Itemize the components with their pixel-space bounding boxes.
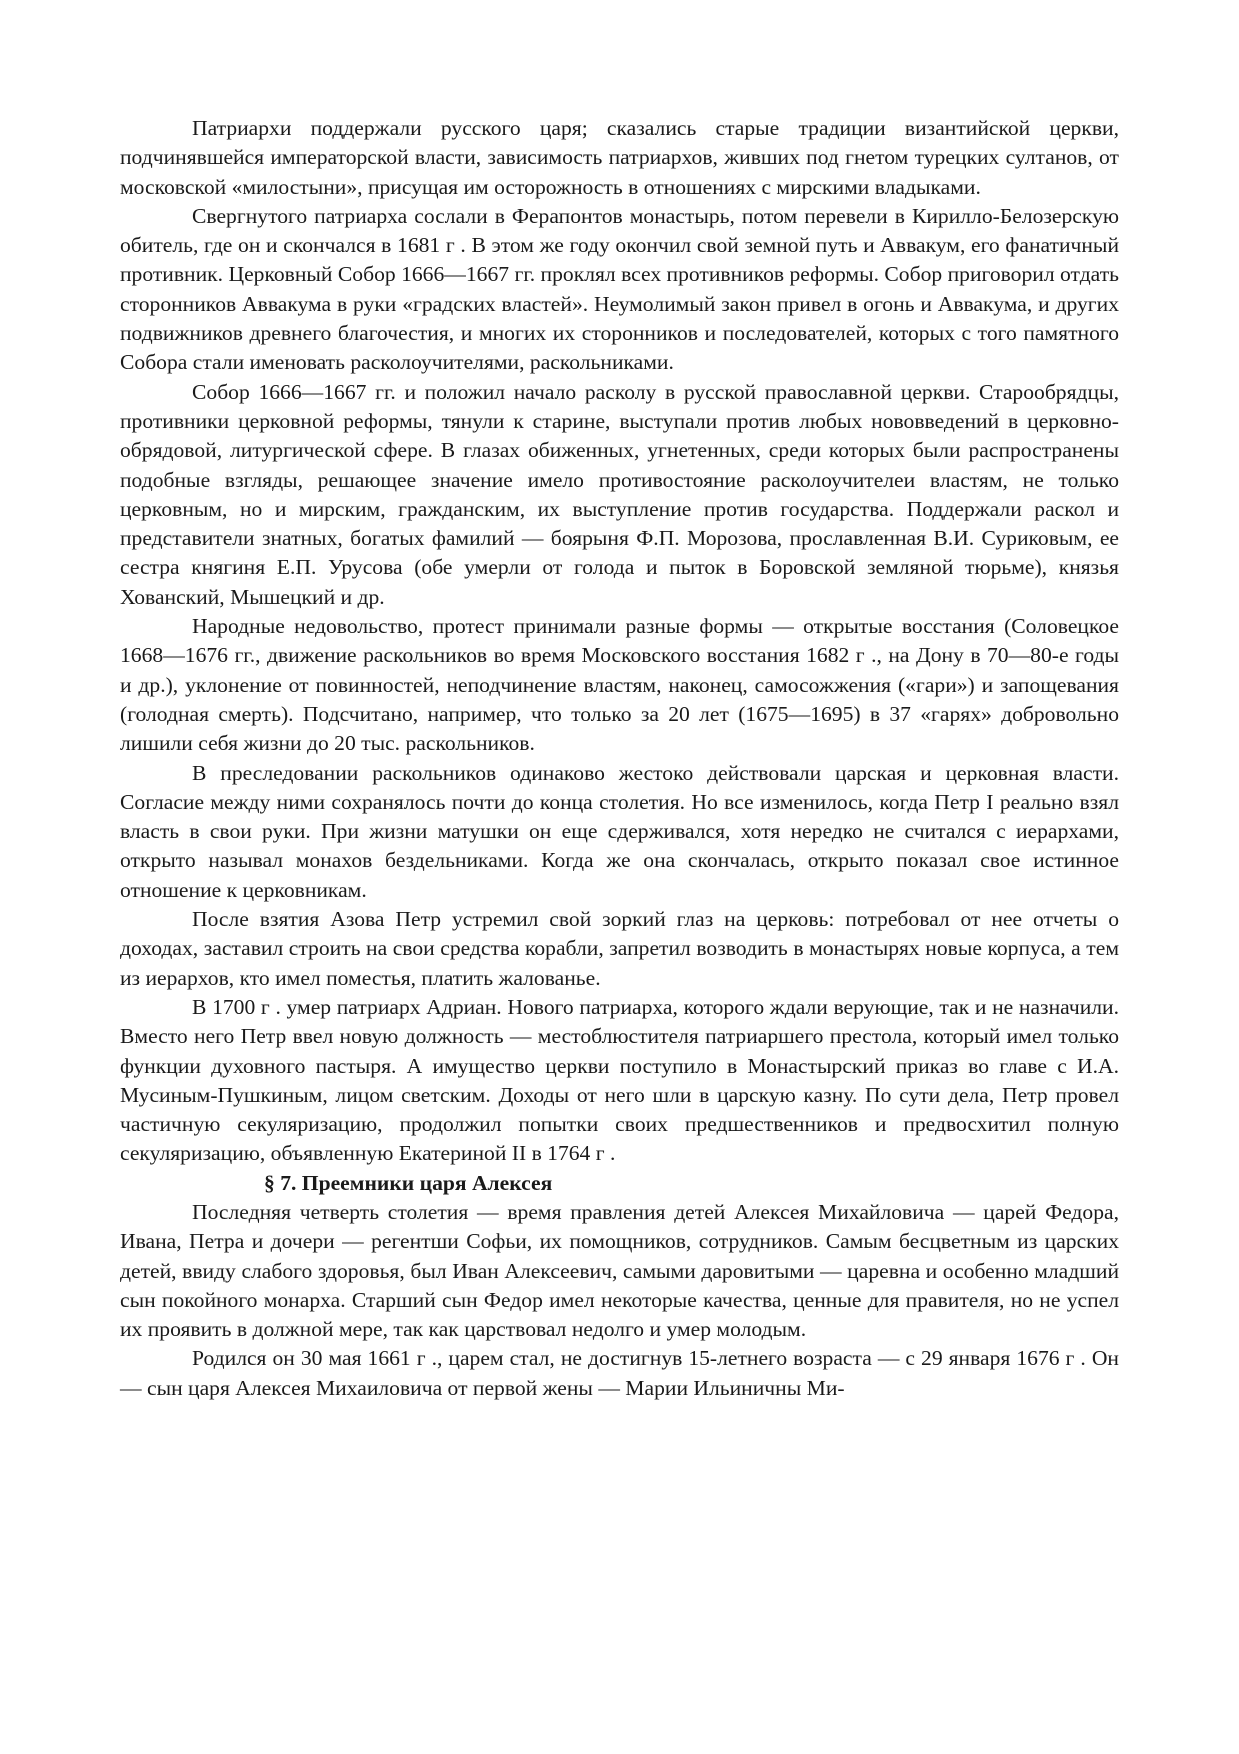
paragraph: После взятия Азова Петр устремил свой зоркий глаз на церковь: потребовал от нее отчеты о доходах, заставил строить на свои средства корабли, запретил возводить в монастырях новые корпуса, а тем из иерархов, кто имел поместья, платить жалованье.	[120, 907, 1119, 990]
paragraph: Родился он 30 мая 1661 г ., царем стал, не достигнув 15-летнего возраста — с 29 января 1676 г . Он — сын царя Алексея Михаиловича от первой жены — Марии Ильиничны Ми-	[120, 1346, 1119, 1400]
paragraph: Собор 1666—1667 гг. и положил начало расколу в русской православной церкви. Старообрядцы, противники церковной реформы, тянули к старине, выступали против любых нововведений в церковно-обрядовой, литургической сфере. В глазах обиженных, угнетенных, среди которых были распространены подобные взгляды, решающее значение имело противостояние расколоучителеи властям, не только церковным, но и мирским, гражданским, их выступление против государства. Поддержали раскол и представители знатных, богатых фамилий — боярыня Ф.П. Морозова, прославленная В.И. Суриковым, ее сестра княгиня Е.П. Урусова (обе умерли от голода и пыток в Боровской земляной тюрьме), князья Хованский, Мышецкий и др.	[120, 379, 1119, 609]
paragraph: Последняя четверть столетия — время правления детей Алексея Михайловича — царей Федора, Ивана, Петра и дочери — регентши Софьи, их помощников, сотрудников. Самым бесцветным из царских детей, ввиду слабого здоровья, был Иван Алексеевич, самыми даровитыми — царевна и особенно младший сын покойного монарха. Старший сын Федор имел некоторые качества, ценные для правителя, но не успел их проявить в должной мере, так как царствовал недолго и умер молодым.	[120, 1199, 1119, 1342]
section-heading: § 7. Преемники царя Алексея	[264, 1170, 553, 1195]
paragraph: Патриархи поддержали русского царя; сказались старые традиции византийской церкви, подчинявшейся императорской власти, зависимость патриархов, живших под гнетом турецких султанов, от московской «милостыни», присущая им осторожность в отношениях с мирскими владыками.	[120, 116, 1119, 199]
paragraph: В преследовании раскольников одинаково жестоко действовали царская и церковная власти. Согласие между ними сохранялось почти до конца столетия. Но все изменилось, когда Петр I реально взял власть в свои руки. При жизни матушки он еще сдерживался, хотя нередко не считался с иерархами, открыто называл монахов бездельниками. Когда же она скончалась, открыто показал свое истинное отношение к церковникам.	[120, 760, 1119, 902]
paragraph: Свергнутого патриарха сослали в Ферапонтов монастырь, потом перевели в Кирилло-Белозерскую обитель, где он и скончался в 1681 г . В этом же году окончил свой земной путь и Аввакум, его фанатичный противник. Церковный Собор 1666—1667 гг. проклял всех противников реформы. Собор приговорил отдать сторонников Аввакума в руки «градских властей». Неумолимый закон привел в огонь и Аввакума, и других подвижников древнего благочестия, и многих их сторонников и последователей, которых с того памятного Собора стали именовать расколоучителями, раскольниками.	[120, 203, 1119, 375]
document-page	[120, 114, 1119, 1403]
paragraph: В 1700 г . умер патриарх Адриан. Нового патриарха, которого ждали верующие, так и не назначили. Вместо него Петр ввел новую должность — местоблюстителя патриаршего престола, который имел только функции духовного пастыря. А имущество церкви поступило в Монастырский приказ во главе с И.А. Мусиным-Пушкиным, лицом светским. Доходы от него шли в царскую казну. По сути дела, Петр провел частичную секуляризацию, продолжил попытки своих предшественников и предвосхитил полную секуляризацию, объявленную Екатериной II в 1764 г .	[120, 994, 1119, 1166]
paragraph: Народные недовольство, протест принимали разные формы — открытые восстания (Соловецкое 1668—1676 гг., движение раскольников во время Московского восстания 1682 г ., на Дону в 70—80-е годы и др.), уклонение от повинностей, неподчинение властям, наконец, самосожжения («гари») и запощевания (голодная смерть). Подсчитано, например, что только за 20 лет (1675—1695) в 37 «гарях» добровольно лишили себя жизни до 20 тыс. раскольников.	[120, 614, 1119, 756]
